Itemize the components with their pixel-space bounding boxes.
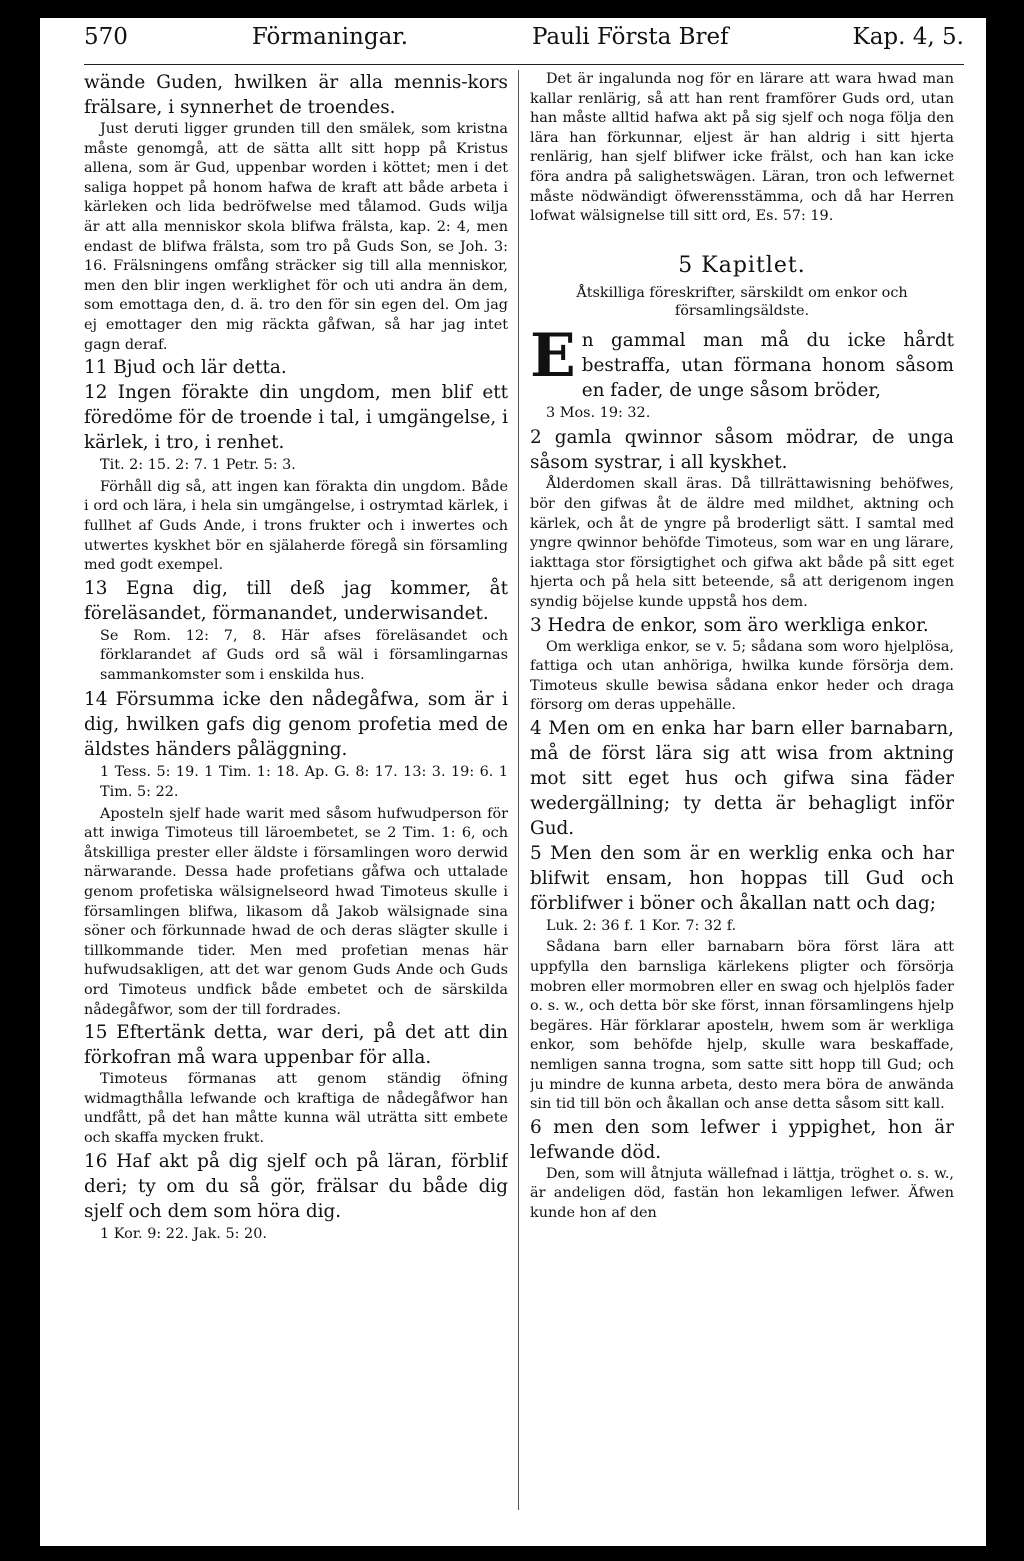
scripture-verse bbox=[84, 355, 508, 380]
paragraph-text: Timoteus förmanas att genom ständig öfning widmagthålla lefwande och kraftiga de nådegåfwor han undfått, på det han måtte kunna wäl uträtta sitt embete och skaffa mycken frukt. bbox=[84, 1071, 508, 1146]
paragraph-text: 6 men den som lefwer i yppighet, hon är lefwande död. bbox=[530, 1116, 954, 1163]
cross-reference bbox=[84, 763, 508, 802]
paragraph-text: 15 Eftertänk detta, war deri, på det att din förkofran må wara uppenbar för alla. bbox=[84, 1022, 508, 1069]
commentary-paragraph bbox=[84, 478, 508, 576]
scripture-verse bbox=[530, 320, 954, 403]
paragraph-text: 1 Tess. 5: 19. 1 Tim. 1: 18. Ap. G. 8: 17. 13: 3. 19: 6. 1 Tim. 5: 22. bbox=[100, 764, 508, 801]
paragraph-text: 3 Hedra de enkor, som äro werkliga enkor. bbox=[530, 614, 929, 636]
paragraph-text: Tit. 2: 15. 2: 7. 1 Petr. 5: 3. bbox=[100, 457, 296, 474]
scripture-verse bbox=[84, 1149, 508, 1224]
paragraph-text: 11 Bjud och lär detta. bbox=[84, 357, 287, 379]
cross-reference bbox=[84, 456, 508, 476]
scripture-verse bbox=[84, 70, 508, 120]
section-title: Förmaningar. bbox=[251, 24, 409, 50]
paragraph-text: 3 Mos. 19: 32. bbox=[546, 404, 651, 421]
paragraph-text: wände Guden, hwilken är alla mennis-kors frälsare, i synnerhet de troendes. bbox=[84, 72, 508, 118]
commentary-paragraph bbox=[84, 1070, 508, 1148]
right-column bbox=[530, 70, 954, 1530]
paragraph-text: 1 Kor. 9: 22. Jak. 5: 20. bbox=[100, 1225, 267, 1242]
chapter-heading: 5 Kapitlet. bbox=[678, 252, 806, 278]
scripture-verse bbox=[530, 716, 954, 841]
paragraph-text: 2 gamla qwinnor såsom mödrar, de unga såsom systrar, i all kyskhet. bbox=[530, 427, 954, 474]
cross-reference bbox=[530, 917, 954, 937]
chapter-summary: Åtskilliga föreskrifter, särskildt om enkor och församlingsäldste. bbox=[576, 284, 908, 319]
scripture-verse bbox=[84, 687, 508, 762]
commentary-paragraph: Det är ingalunda nog för en lärare att wara hwad man kallar renlärig, så att han rent framförer Guds ord, utan han måste alltid hafwa akt på sig sjelf och noga följa den lära han förkunnar, eljest är han aldrig i sitt hjerta renlärig, han sjelf blifwer icke frälst, och han kan icke föra andra på salighetswägen. Läran, tron och lefwernet måste nödwändigt öfwerensstämma, och då har Herren lofwat wälsignelse till sitt ord, Es. 57: 19. bbox=[530, 71, 954, 225]
paragraph-text: 4 Men om en enka har barn eller barnabarn, må de först lära sig att wisa from aktning mot sitt eget hus och gifwa sina fäder wedergällning; ty detta är behagligt inför Gud. bbox=[530, 717, 954, 839]
scripture-verse bbox=[84, 380, 508, 455]
scripture-verse bbox=[530, 613, 954, 638]
commentary-paragraph bbox=[84, 805, 508, 1021]
paragraph-text: Förhåll dig så, att ingen kan förakta din ungdom. Både i ord och lära, i hela sin umgängelse, i ostrymtad kärlek, i fullhet af Guds Ande, i trons frukter och i inwertes och utwertes kyskhet bör en själaherde föregå sin församling med godt exempel. bbox=[84, 478, 508, 574]
paragraph-text: Ålderdomen skall äras. Då tillrättawisning behöfwes, bör den gifwas åt de äldre med mildhet, aktning och kärlek, och åt de yngre på broderligt sätt. I samtal med yngre qwinnor behöfde Timoteus, som war en ung lärare, iakttaga stor försigtighet och gifwa akt både på sitt eget hjerta och på hela sitt beteende, så att derigenom ingen syndig böjelse kunde uppstå hos dem. bbox=[530, 476, 954, 610]
scripture-verse bbox=[530, 425, 954, 475]
commentary-paragraph bbox=[530, 638, 954, 716]
cross-reference bbox=[530, 404, 954, 424]
paragraph-text: Se Rom. 12: 7, 8. Här afses föreläsandet och förklarandet af Guds ord så wäl i församlingarnas sammankomster som i enskilda hus. bbox=[100, 627, 508, 683]
cross-reference bbox=[84, 627, 508, 686]
drop-cap: E bbox=[530, 320, 576, 391]
paragraph-text: 14 Försumma icke den nådegåfwa, som är i dig, hwilken gafs dig genom profetia med de äldstes händers påläggning. bbox=[84, 689, 508, 761]
left-column bbox=[84, 70, 508, 1530]
commentary-paragraph bbox=[530, 1165, 954, 1224]
paragraph-text: n gammal man må du icke hårdt bestraffa, utan förmana honom såsom en fader, de unge såsom bröder, bbox=[581, 329, 954, 401]
paragraph-text: Luk. 2: 36 f. 1 Kor. 7: 32 f. bbox=[546, 917, 737, 934]
paragraph-text: Just deruti ligger grunden till den smälek, som kristna måste genomgå, att de sätta allt sitt hopp på Kristus allena, som är Gud, uppenbar worden i köttet; men i det saliga hoppet på honom hafwa de kraft att både arbeta i kärleken och lida bedröfwelse med tålamod. Guds wilja är att alla menniskor skola blifwa frälsta, kap. 2: 4, men endast de blifwa frälsta, som tro på Guds Son, se Joh. 3: 16. Frälsningens omfång sträcker sig till alla menniskor, men den blir ingen werklighet för och uti andra än dem, som emottaga den, d. ä. tro den för sin egen del. Om jag ej emottager den mig räckta gåfwan, så har jag intet gagn deraf. bbox=[84, 121, 508, 353]
book-title: Pauli Första Bref bbox=[531, 24, 729, 50]
commentary-paragraph bbox=[84, 120, 508, 355]
paragraph-text: Aposteln sjelf hade warit med såsom hufwudperson för att inwiga Timoteus till läroembetet, se 2 Tim. 1: 6, och åtskilliga prester eller äldste i församlingen woro derwid närwarande. Dessa hade profetians gåfwa och uttalade genom profetiska wälsignelseord hwad Timoteus skulle i församlingen blifwa, likasom då Jakob wälsignade sina söner och förkunnade hwad de och deras slägter skulle i tillkommande tider. Men med profetian menas här hufwudsakligen, att det war genom Guds Ande och Guds ord Timoteus undfick både embetet och de särskilda nådegåfwor, som der till fordrades. bbox=[84, 805, 508, 1018]
paragraph-text: 12 Ingen förakte din ungdom, men blif ett föredöme för de troende i tal, i umgängelse, i kärlek, i tro, i renhet. bbox=[84, 382, 508, 454]
paragraph-text: 5 Men den som är en werklig enka och har blifwit ensam, hon hoppas till Gud och förblifwer i böner och åkallan natt och dag; bbox=[530, 842, 954, 914]
running-header bbox=[84, 24, 964, 65]
book-page bbox=[40, 18, 986, 1546]
commentary-paragraph bbox=[530, 938, 954, 1114]
chapter-reference: Kap. 4, 5. bbox=[852, 24, 964, 50]
scripture-verse bbox=[530, 841, 954, 916]
paragraph-text: 16 Haf akt på dig sjelf och på läran, förblif deri; ty om du så gör, frälsar du både dig sjelf och dem som höra dig. bbox=[84, 1150, 508, 1222]
page-number: 570 bbox=[84, 24, 128, 50]
scripture-verse bbox=[84, 1020, 508, 1070]
paragraph-text: Den, som will åtnjuta wällefnad i lättja, tröghet o. s. w., är andeligen död, fastän hon lekamligen lefwer. Äfwen kunde hon af den bbox=[530, 1165, 954, 1221]
commentary-paragraph bbox=[530, 475, 954, 612]
scripture-verse bbox=[530, 1115, 954, 1165]
paragraph-text: Sådana barn eller barnabarn böra först lära att uppfylla den barnsliga kärlekens pligter och försörja mobren eller mormobren eller en swag och hjelplös fader o. s. w., och detta bör ske först, innan församlingens hjelp begäres. Här förklarar apostelн, hwem som är werkliga enkor, som behöfde hjelp, skulle wara beskaffade, nemligen sanna trogna, som satte sitt hopp till Gud; och ju mindre de kunna arbeta, desto mera böra de anwända sin tid till bön och åkallan och anse detta såsom sitt kall. bbox=[530, 939, 954, 1113]
cross-reference bbox=[84, 1225, 508, 1245]
scripture-verse bbox=[84, 576, 508, 626]
paragraph-text: Om werkliga enkor, se v. 5; sådana som woro hjelplösa, fattiga och utan anhöriga, hwilka kunde försörja dem. Timoteus skulle bewisa sådana enkor heder och draga försorg om deras uppehälle. bbox=[530, 638, 954, 714]
paragraph-text: 13 Egna dig, till deß jag kommer, åt föreläsandet, förmanandet, underwisandet. bbox=[84, 577, 508, 624]
chapter-body bbox=[530, 320, 954, 1224]
column-divider bbox=[518, 70, 519, 1510]
